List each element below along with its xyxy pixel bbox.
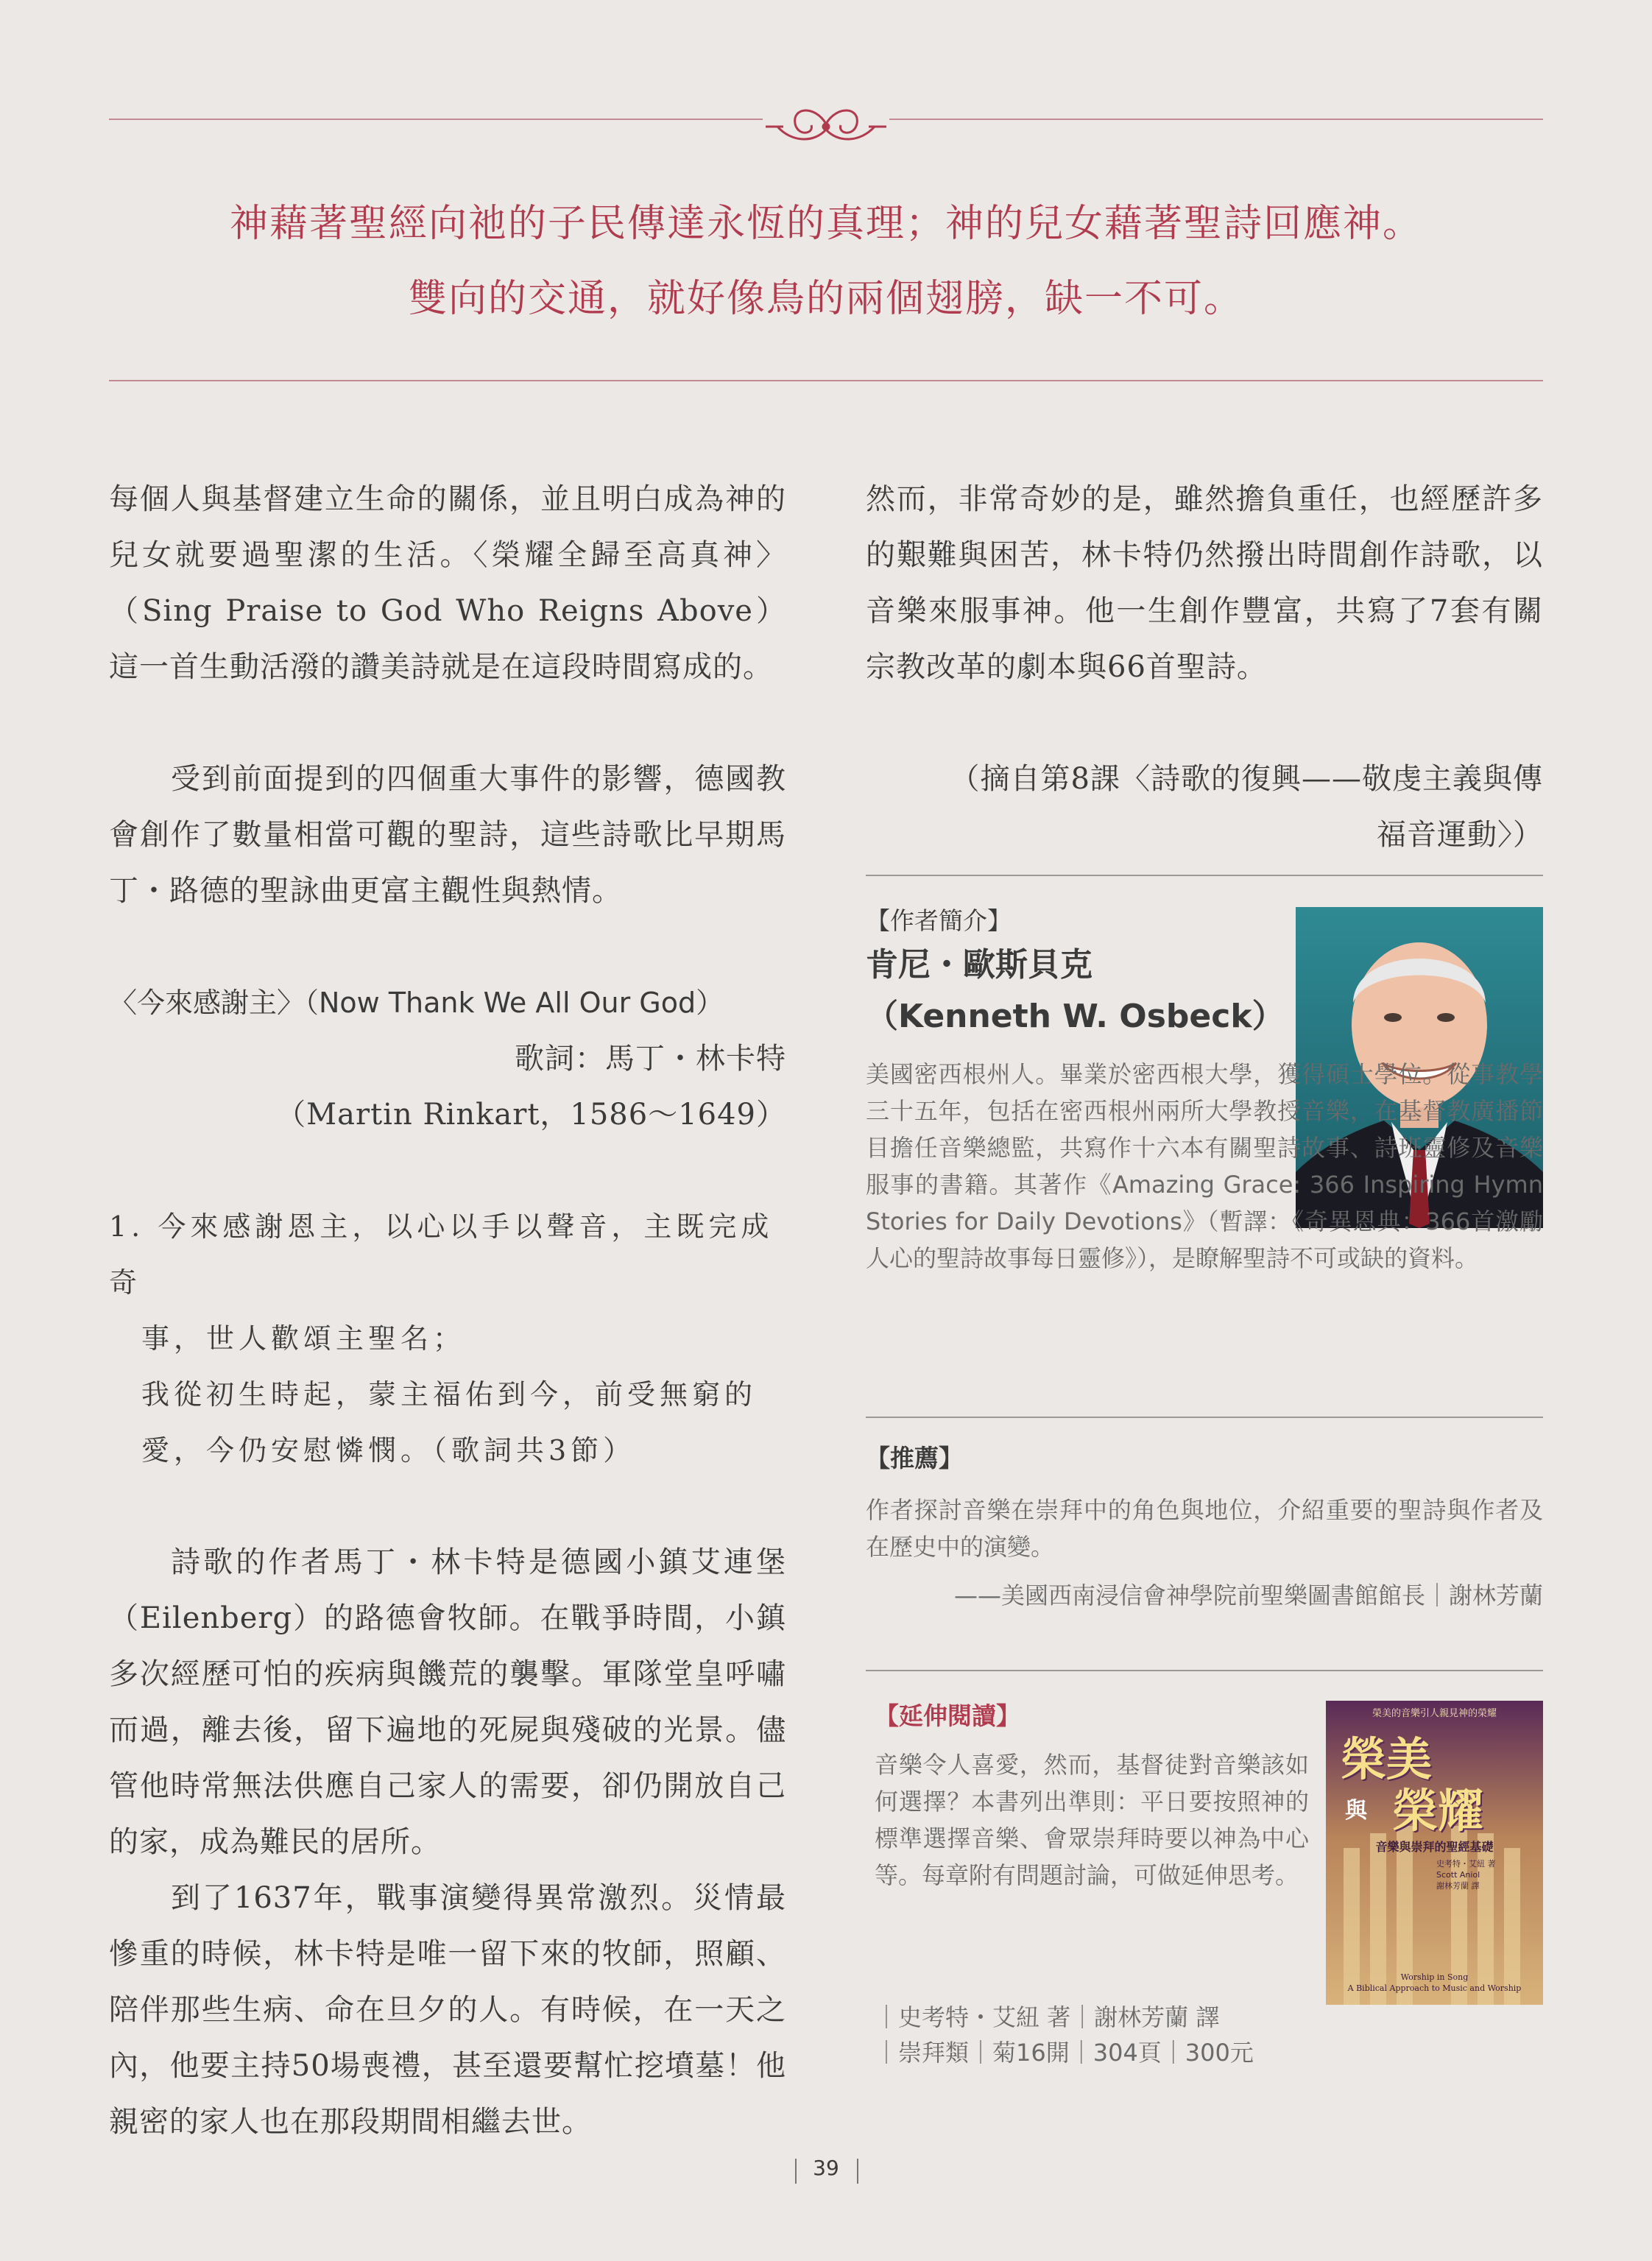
book-cover-authors: 史考特・艾紐 著 Scott Aniol 謝林芳蘭 譯	[1436, 1859, 1496, 1891]
hymn-title: 〈今來感謝主〉（Now Thank We All Our God）	[109, 987, 724, 1019]
lyric-line: 事，世人歡頌主聖名；	[141, 1322, 466, 1355]
author-box	[866, 876, 1543, 1417]
source-citation: 福音運動〉）	[1377, 818, 1543, 852]
lyric-line: 愛，今仍安慰憐憫。（歌詞共3節）	[141, 1434, 636, 1467]
recommend-text: 作者探討音樂在崇拜中的角色與地位，介紹重要的聖詩與作者及在歷史中的演變。	[866, 1496, 1543, 1561]
lyric-line: 1. 今來感謝恩主，以心以手以聲音，主既完成奇	[109, 1210, 774, 1299]
author-name-en: （Kenneth W. Osbeck）	[866, 998, 1285, 1035]
pull-quote-line-1: 神藉著聖經向祂的子民傳達永恆的真理；神的兒女藉著聖詩回應神。	[229, 202, 1422, 246]
author-name-zh: 肯尼・歐斯貝克	[866, 946, 1092, 984]
book-cover-tagline: 榮美的音樂引人親見神的榮耀	[1372, 1708, 1497, 1719]
book-cover-english-title: Worship in Song A Biblical Approach to Music and Worship	[1347, 1972, 1522, 1993]
hymn-lyricist: 歌詞：馬丁・林卡特	[515, 1042, 786, 1076]
page-number: 39	[813, 2156, 839, 2180]
recommend-box	[866, 1418, 1543, 1670]
book-meta-1: ｜史考特・艾紐 著｜謝林芳蘭 譯	[875, 2003, 1220, 2031]
source-citation: （摘自第8課〈詩歌的復興——敬虔主義與傳	[950, 762, 1543, 796]
page-number-bar	[857, 2159, 858, 2184]
book-cover	[1326, 1701, 1543, 2005]
recommend-by: ——美國西南浸信會神學院前聖樂圖書館館長｜謝林芳蘭	[953, 1581, 1543, 1609]
author-label: 【作者簡介】	[866, 906, 1012, 935]
right-column	[866, 471, 1543, 2110]
author-bio: 美國密西根州人。畢業於密西根大學，獲得碩士學位。從事教學三十五年，包括在密西根州兩所大學教授音樂，在基督教廣播節目擔任音樂總監，共寫作十六本有關聖詩故事、詩班靈修及音樂服事的書籍。其著作《Amazing Grace: 366 Inspiring Hymn Stories for Daily Devotions》（暫譯：《奇異恩典：366首激勵人心的聖詩故事每日靈修》），是瞭解聖詩不可或缺的資料。	[866, 1060, 1543, 1272]
book-cover-title-2: 榮耀	[1392, 1784, 1484, 1838]
paragraph: 受到前面提到的四個重大事件的影響，德國教會創作了數量相當可觀的聖詩，這些詩歌比早期馬丁・路德的聖詠曲更富主觀性與熱情。	[109, 762, 786, 908]
further-reading-label: 【延伸閱讀】	[875, 1701, 1020, 1730]
book-meta-2: ｜崇拜類｜菊16開｜304頁｜300元	[875, 2039, 1254, 2067]
book-cover-title-mid: 與	[1345, 1798, 1367, 1824]
flourish-ornament-icon	[763, 97, 889, 153]
paragraph: 然而，非常奇妙的是，雖然擔負重任，也經歷許多的艱難與困苦，林卡特仍然撥出時間創作詩歌，以音樂來服事神。他一生創作豐富，共寫了7套有關宗教改革的劇本與66首聖詩。	[866, 482, 1543, 684]
paragraph: 到了1637年，戰事演變得異常激烈。災情最慘重的時候，林卡特是唯一留下來的牧師，照顧、陪伴那些生病、命在旦夕的人。有時候，在一天之內，他要主持50場喪禮，甚至還要幫忙挖墳墓！他親密的家人也在那段期間相繼去世。	[109, 1881, 786, 2139]
further-reading-box	[866, 1671, 1543, 2110]
hymn-lyricist-dates: （Martin Rinkart，1586～1649）	[276, 1098, 786, 1132]
pull-quote-line-2: 雙向的交通，就好像鳥的兩個翅膀，缺一不可。	[408, 277, 1243, 321]
quote-bottom-divider	[109, 380, 1543, 381]
left-column	[109, 471, 786, 2150]
recommend-label: 【推薦】	[866, 1444, 963, 1472]
paragraph: 每個人與基督建立生命的關係，並且明白成為神的兒女就要過聖潔的生活。〈榮耀全歸至高真神〉（Sing Praise to God Who Reigns Above）這一首生動活潑的讚美詩就是在這段時間寫成的。	[109, 482, 786, 684]
book-cover-subtitle: 音樂與崇拜的聖經基礎	[1375, 1840, 1494, 1854]
paragraph: 詩歌的作者馬丁・林卡特是德國小鎮艾連堡（Eilenberg）的路德會牧師。在戰爭時間，小鎮多次經歷可怕的疾病與饑荒的襲擊。軍隊堂皇呼嘯而過，離去後，留下遍地的死屍與殘破的光景。儘管他時常無法供應自己家人的需要，卻仍開放自己的家，成為難民的居所。	[109, 1545, 786, 1859]
lyric-line: 我從初生時起，蒙主福佑到今，前受無窮的	[141, 1378, 758, 1411]
further-reading-text: 音樂令人喜愛，然而，基督徒對音樂該如何選擇？本書列出準則：平日要按照神的標準選擇音樂、會眾崇拜時要以神為中心等。每章附有問題討論，可做延伸思考。	[875, 1751, 1309, 1889]
book-cover-title-1: 榮美	[1341, 1732, 1433, 1786]
